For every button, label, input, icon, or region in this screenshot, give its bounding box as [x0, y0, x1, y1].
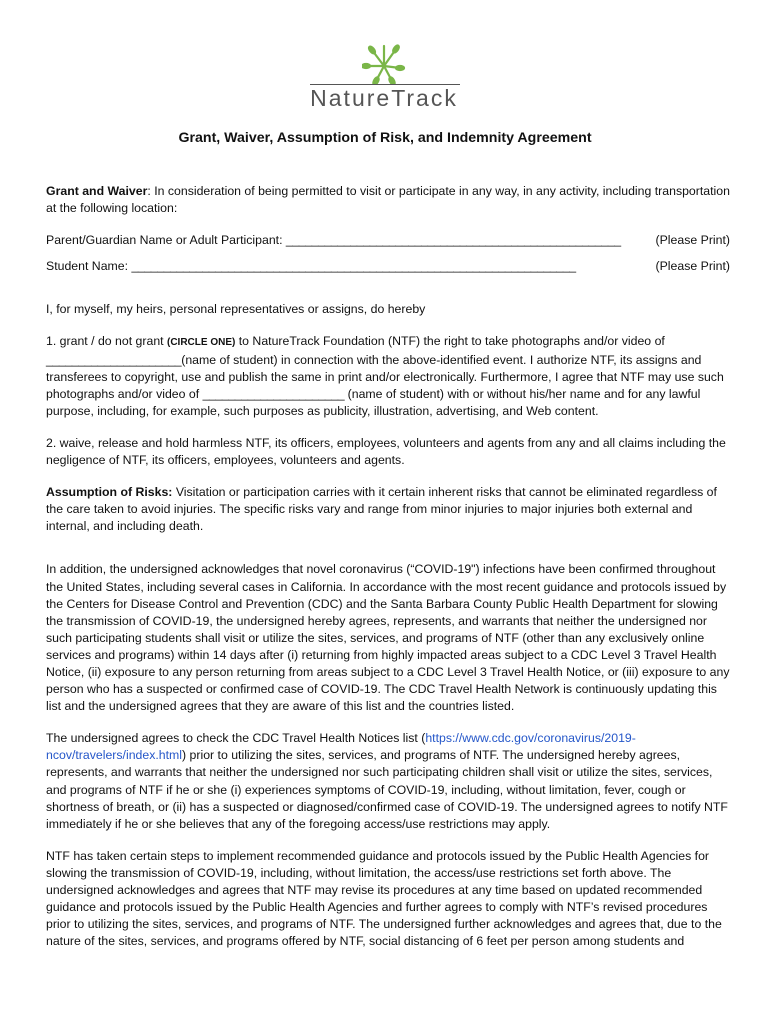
- item-2-paragraph: 2. waive, release and hold harmless NTF, its officers, employees, volunteers and agents from any and all claims including the negligence of NTF, its officers, employees, volunteers and agents.: [46, 435, 726, 468]
- assumption-paragraph: [46, 484, 730, 535]
- item-1-text-a: to NatureTrack Foundation (NTF) the right to take photographs and/or video of: [235, 334, 665, 349]
- cdc-paragraph: [46, 730, 730, 833]
- parent-name-field[interactable]: [46, 232, 730, 249]
- cdc-text-b: ) prior to utilizing the sites, services, and programs of NTF. The undersigned hereby agrees, represents, and warrants that neither the undersigned nor such participating children shall visit or utilize the sites, services, and programs of NTF if he or she (i) experiences symptoms of COVID-19, including, without limitation, fever, cough or shortness of breath, or (ii) has a suspected or diagnosed/confirmed case of COVID-19. The undersigned agrees to notify NTF immediately if he or she believes that any of the foregoing access/use restrictions may apply.: [46, 748, 728, 831]
- document-body: [46, 183, 730, 950]
- intro-paragraph: I, for myself, my heirs, personal representatives or assigns, do hereby: [46, 302, 426, 317]
- item-1-text-b: (name of student) in connection with the above-identified event. I authorize NTF, its assigns and transferees to copyright, use and publish the same in print and/or electronically. Furthermore, I agree that NTF may use such photographs and/or video of: [46, 352, 724, 401]
- leaf-icon: [362, 44, 406, 84]
- item-1-prefix: 1. grant / do not grant: [46, 334, 167, 349]
- ntf-paragraph: NTF has taken certain steps to implement recommended guidance and protocols issued by the Public Health Agencies for slowing the transmission of COVID-19, including, without limitation, the access/use restrictions set forth above. The undersigned acknowledges and agrees that NTF may revise its procedures at any time based on updated recommended guidance and protocols issued by the Public Health Agencies and further agrees to comply with NTF’s revised procedures prior to utilizing the sites, services, and programs of NTF. The undersigned further acknowledges and agrees that, due to the nature of the sites, services, and programs offered by NTF, social distancing of 6 feet per person among students and: [46, 848, 722, 949]
- parent-name-label: Parent/Guardian Name or Adult Participant:: [46, 233, 286, 248]
- student-name-hint: (Please Print): [655, 259, 730, 274]
- parent-name-blank[interactable]: ____________________________________________________: [285, 233, 621, 248]
- cdc-text-a: The undersigned agrees to check the CDC Travel Health Notices list (: [46, 731, 426, 746]
- assumption-heading: Assumption of Risks:: [46, 485, 173, 500]
- item-1-text-c: (name of student) with or without his/her name and for any lawful purpose, including, for example, such purposes as publicity, illustration, advertising, and Web content.: [46, 386, 701, 418]
- grant-waiver-paragraph: [46, 183, 730, 217]
- document-title: Grant, Waiver, Assumption of Risk, and Indemnity Agreement: [178, 130, 592, 146]
- student-name-blank[interactable]: _____________________________________________________________________: [131, 259, 576, 274]
- student-name-blank-1[interactable]: _____________________: [46, 352, 182, 367]
- covid-paragraph: In addition, the undersigned acknowledges that novel coronavirus (“COVID-19") infections have been confirmed throughout the United States, including several cases in California. In accordance with the most recent guidance and protocols issued by the Centers for Disease Control and Prevention (CDC) and the Santa Barbara County Public Health Department for slowing the transmission of COVID-19, the undersigned hereby agrees, represents, and warrants that neither the undersigned nor such participating students shall visit or utilize the sites, services, and programs of NTF (other than any exclusively online services and programs) within 14 days after (i) returning from highly impacted areas subject to a CDC Level 3 Travel Health Notice, (ii) exposure to any person returning from areas subject to a CDC Level 3 Travel Health Notice, or (iii) exposure to any person who has a suspected or confirmed case of COVID-19. The CDC Travel Health Network is continuously updating this list and the undersigned agrees that they are aware of this list and the countries listed.: [46, 562, 730, 714]
- cdc-travel-link[interactable]: https://www.cdc.gov/coronavirus/2019-ncov/travelers/index.html: [46, 731, 636, 763]
- grant-waiver-text: : In consideration of being permitted to visit or participate in any way, in any activity, including transportation at the following location:: [46, 184, 730, 216]
- parent-name-hint: (Please Print): [655, 233, 730, 248]
- item-1-paragraph: [46, 333, 730, 419]
- student-name-blank-2[interactable]: ______________________: [202, 386, 345, 401]
- student-name-label: Student Name:: [46, 259, 132, 274]
- grant-waiver-heading: Grant and Waiver: [46, 184, 148, 198]
- student-name-field[interactable]: [46, 258, 730, 275]
- assumption-text: Visitation or participation carries with it certain inherent risks that cannot be eliminated regardless of the care taken to avoid injuries. The specific risks vary and range from minor injuries to major injuries both external and internal, and including death.: [46, 485, 717, 534]
- circle-one-label: (CIRCLE ONE): [167, 337, 236, 349]
- logo-text: NatureTrack: [310, 85, 458, 111]
- naturetrack-logo: [296, 44, 472, 124]
